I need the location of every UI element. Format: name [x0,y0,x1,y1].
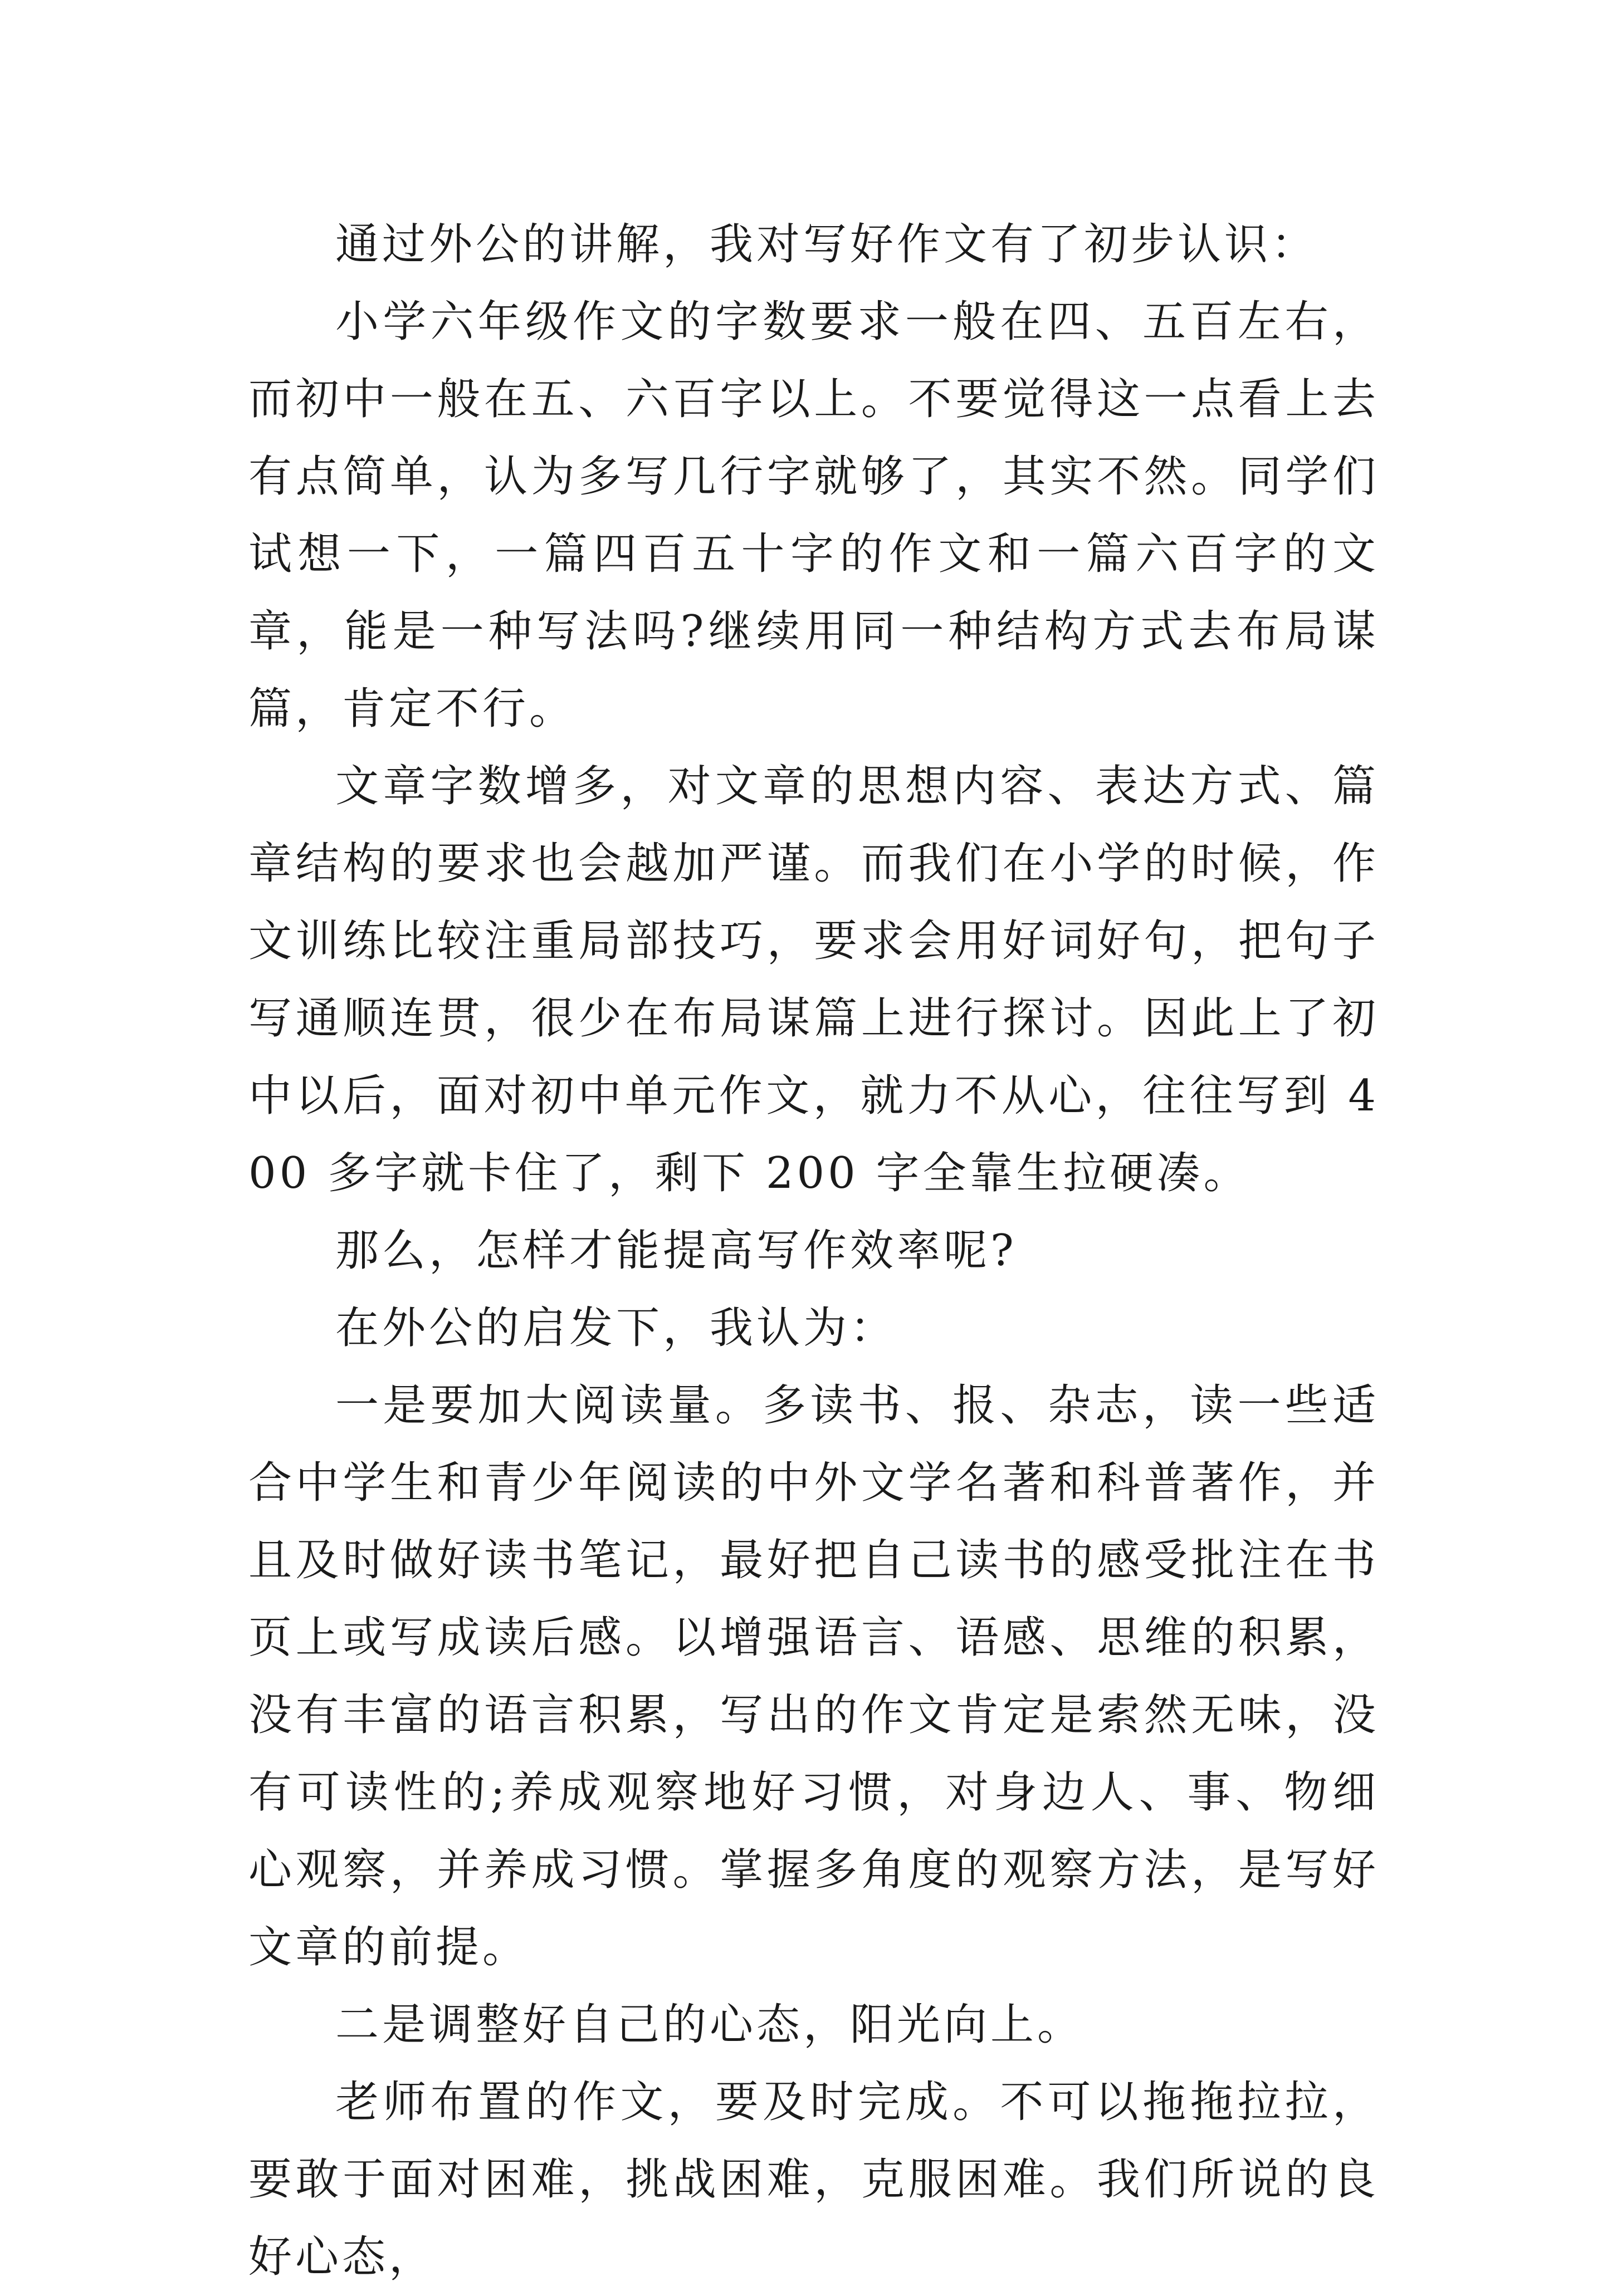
paragraph: 在外公的启发下，我认为： [335,1303,897,1353]
paragraph: 文章字数增多，对文章的思想内容、表达方式、篇章结构的要求也会越加严谨。而我们在小学的时候，作文训练比较注重局部技巧，要求会用好词好句，把句子写通顺连贯，很少在布局谋篇上进行探讨。因此上了初中以后，面对初中单元作文，就力不从心，往往写到 400 多字就卡住了，剩下 200 字全靠生拉硬凑。 [248,761,1379,1198]
paragraph: 二是调整好自己的心态，阳光向上。 [335,2000,1085,2050]
paragraph: 老师布置的作文，要及时完成。不可以拖拖拉拉，要敢于面对困难，挑战困难，克服困难。我们所说的良好心态， [248,2077,1379,2282]
paragraph: 小学六年级作文的字数要求一般在四、五百左右，而初中一般在五、六百字以上。不要觉得这一点看上去有点简单，认为多写几行字就够了，其实不然。同学们试想一下，一篇四百五十字的作文和一篇六百字的文章，能是一种写法吗?继续用同一种结构方式去布局谋篇，肯定不行。 [248,297,1379,734]
document-body [248,206,1379,2296]
paragraph: 通过外公的讲解，我对写好作文有了初步认识： [335,219,1318,270]
paragraph: 一是要加大阅读量。多读书、报、杂志，读一些适合中学生和青少年阅读的中外文学名著和科普著作，并且及时做好读书笔记，最好把自己读书的感受批注在书页上或写成读后感。以增强语言、语感、思维的积累，没有丰富的语言积累，写出的作文肯定是索然无味，没有可读性的;养成观察地好习惯，对身边人、事、物细心观察，并养成习惯。掌握多角度的观察方法，是写好文章的前提。 [248,1380,1379,1972]
paragraph: 那么，怎样才能提高写作效率呢? [335,1226,1017,1276]
